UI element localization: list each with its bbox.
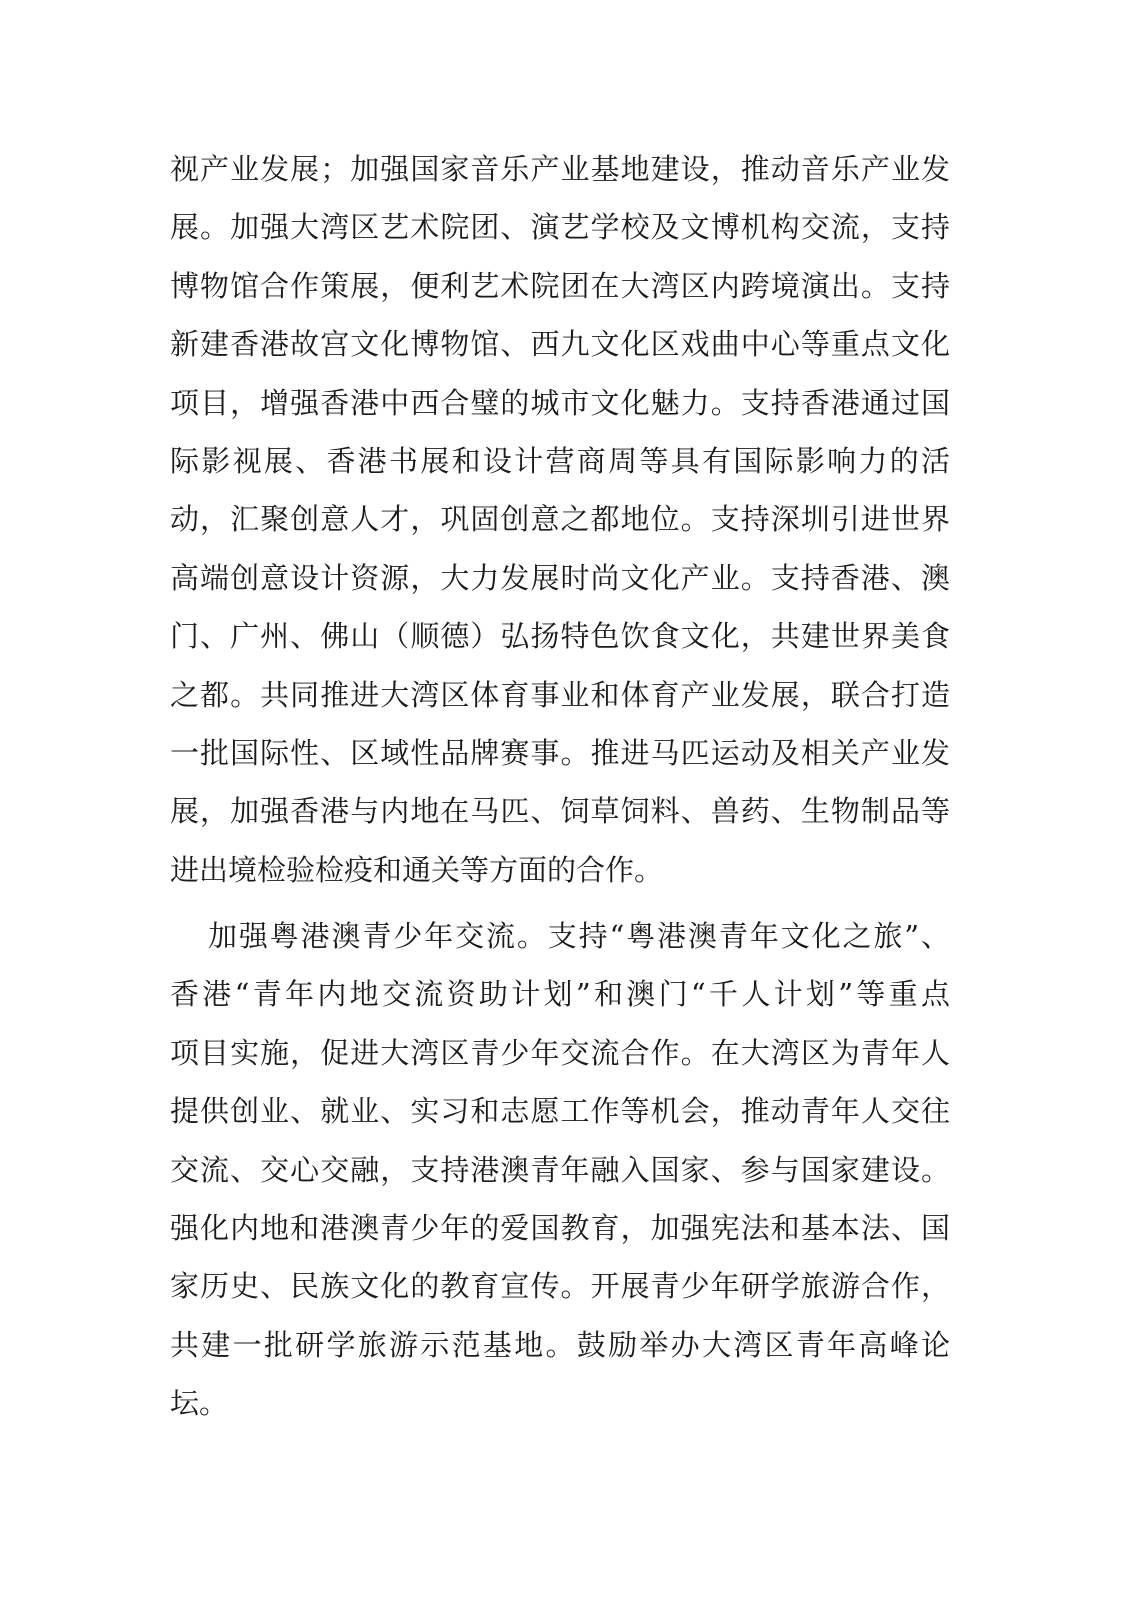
text-line: 香港“青年内地交流资助计划”和澳门“千人计划”等重点 xyxy=(170,977,950,1012)
text-line: 加强粤港澳青少年交流。支持“粤港澳青年文化之旅”、 xyxy=(208,919,950,954)
text-line: 交流、交心交融，支持港澳青年融入国家、参与国家建设。 xyxy=(170,1152,950,1187)
text-line: 家历史、民族文化的教育宣传。开展青少年研学旅游合作， xyxy=(170,1269,950,1304)
paragraph-1 xyxy=(170,140,950,899)
text-line: 际影视展、香港书展和设计营商周等具有国际影响力的活 xyxy=(170,443,950,478)
text-line: 动，汇聚创意人才，巩固创意之都地位。支持深圳引进世界 xyxy=(170,502,950,537)
text-line: 坛。 xyxy=(170,1386,229,1421)
text-line: 展，加强香港与内地在马匹、饲草饲料、兽药、生物制品等 xyxy=(170,794,950,829)
paragraph-spacer xyxy=(170,899,950,907)
text-line: 门、广州、佛山（顺德）弘扬特色饮食文化，共建世界美食 xyxy=(170,619,950,654)
text-line: 视产业发展；加强国家音乐产业基地建设，推动音乐产业发 xyxy=(170,152,950,186)
text-line: 高端创意设计资源，大力发展时尚文化产业。支持香港、澳 xyxy=(170,560,950,595)
text-line: 展。加强大湾区艺术院团、演艺学校及文博机构交流，支持 xyxy=(170,210,950,245)
text-line: 项目实施，促进大湾区青少年交流合作。在大湾区为青年人 xyxy=(170,1035,950,1070)
text-line: 之都。共同推进大湾区体育事业和体育产业发展，联合打造 xyxy=(170,677,950,712)
text-line: 一批国际性、区域性品牌赛事。推进马匹运动及相关产业发 xyxy=(170,735,950,770)
text-line: 进出境检验检疫和通关等方面的合作。 xyxy=(170,852,664,887)
text-line: 项目，增强香港中西合璧的城市文化魅力。支持香港通过国 xyxy=(170,385,950,420)
body-text xyxy=(170,140,950,1433)
text-line: 新建香港故宫文化博物馆、西九文化区戏曲中心等重点文化 xyxy=(170,327,950,362)
text-line: 强化内地和港澳青少年的爱国教育，加强宪法和基本法、国 xyxy=(170,1211,950,1246)
paragraph-2 xyxy=(170,907,950,1433)
text-line: 提供创业、就业、实习和志愿工作等机会，推动青年人交往 xyxy=(170,1094,950,1129)
text-line: 博物馆合作策展，便利艺术院团在大湾区内跨境演出。支持 xyxy=(170,268,950,303)
text-line: 共建一批研学旅游示范基地。鼓励举办大湾区青年高峰论 xyxy=(170,1327,950,1362)
